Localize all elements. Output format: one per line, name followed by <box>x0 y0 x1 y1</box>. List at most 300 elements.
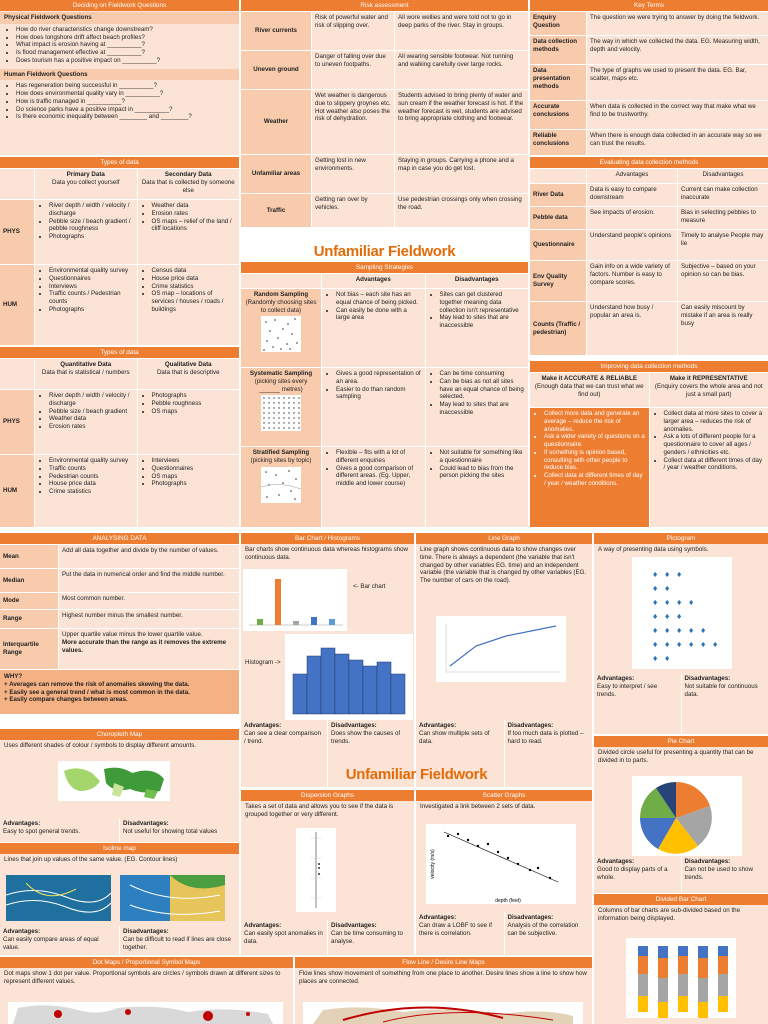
sample-point <box>283 408 284 409</box>
risk-desc: Getting lost in new environments. <box>312 155 394 193</box>
pictogram-image <box>632 557 732 669</box>
scatter-point <box>507 857 509 859</box>
list-item: • How does environmental quality vary in __________? <box>16 90 235 98</box>
eval-name: Questionnaire <box>530 230 586 260</box>
sample-point <box>288 398 289 399</box>
sample-point <box>273 403 274 404</box>
risk-name: River currents <box>241 12 311 50</box>
page-title: Unfamiliar Fieldwork <box>313 243 456 260</box>
pictogram-symbol: ♦ <box>688 641 695 649</box>
phys-label: PHYS <box>0 390 34 454</box>
sample-point <box>263 398 264 399</box>
choropleth-header: Choropleth Map <box>0 729 239 740</box>
list-item: • Interviews <box>49 283 134 291</box>
physical-questions-title: Physical Fieldwork Questions <box>0 12 239 24</box>
sampling-name: Random Sampling <box>253 291 309 298</box>
adv-label: Advantages: <box>419 914 457 921</box>
pictogram-desc: A way of presenting data using symbols. <box>598 546 709 553</box>
eval-adv: Understand people's opinions <box>587 230 677 260</box>
qualitative-title: Qualitative Data <box>164 361 212 368</box>
bar-chart-image <box>243 569 347 631</box>
sample-point <box>269 330 271 332</box>
divided-bar-segment <box>678 946 688 956</box>
sample-point <box>298 423 299 424</box>
hum-label: HUM <box>0 265 34 345</box>
definition: When there is enough data collected in an accurate way so we can trust the results. <box>587 130 768 155</box>
sample-point <box>268 428 269 429</box>
quantitative-title: Quantitative Data <box>60 361 112 368</box>
why-line: WHY? <box>4 673 23 680</box>
definition: The way in which we collected the data. EG. Measuring width, depth and velocity. <box>587 36 768 64</box>
list-item: • Photographs <box>152 392 237 400</box>
dispersion-graph-image <box>296 828 336 912</box>
list-item: • Easier to do than random sampling <box>336 386 422 402</box>
divided-bar-segment <box>638 996 648 1012</box>
scatter-panel <box>416 790 592 955</box>
list-item: • Census data <box>152 267 237 275</box>
accurate-desc: (Enough data that we can trust what we find out) <box>534 382 644 398</box>
divided-bar-segment <box>698 1002 708 1018</box>
adv-text: Easy to spot general trends. <box>3 827 81 835</box>
list-item: • Weather data <box>152 202 237 210</box>
risk-name: Uneven ground <box>241 51 311 89</box>
sample-point <box>298 428 299 429</box>
list-item: • If something is opinion based, consulting with other people to reduce bias. <box>544 449 646 472</box>
scatter-header: Scatter Graphs <box>416 790 592 801</box>
secondary-data-desc: Data that is collected by someone else <box>141 178 235 194</box>
definition: The type of graphs we used to present the data. EG. Bar, scatter, maps etc. <box>587 65 768 100</box>
choropleth-panel <box>0 729 239 842</box>
divided-bar-segment <box>678 956 688 974</box>
sample-point <box>263 408 264 409</box>
sample-point <box>273 408 274 409</box>
list-item: • Environmental quality survey <box>49 267 134 275</box>
list-item: • Pedestrian counts <box>49 473 134 481</box>
pictogram-symbol: ♦ <box>712 641 719 649</box>
eval-dis: Timely to analyse People may lie <box>678 230 768 260</box>
scatter-ylabel: velocity (m/s) <box>430 849 436 879</box>
flowline-header: Flow Line / Desire Line Maps <box>295 957 592 968</box>
list-item: • Photographs <box>152 480 237 488</box>
pictogram-symbol: ♦ <box>688 599 695 607</box>
stat-term: Range <box>0 610 58 628</box>
dis-text: Can be difficult to read if lines are close together. <box>123 935 231 951</box>
dis-label: Disadvantages: <box>684 675 731 682</box>
scatter-desc: Investigated a link between 2 sets of data. <box>420 803 536 810</box>
risk-control: All wore wellies and were told not to go in deep parks of the river. Stay in groups. <box>395 12 528 50</box>
dividedbar-header: Divided Bar Chart <box>594 894 768 905</box>
list-item: • Not suitable for something like a questionnaire <box>440 449 526 465</box>
flow-line-map-image <box>303 1002 583 1024</box>
list-item: • Not bias – each site has an equal chance of being picked. <box>336 291 422 307</box>
divided-bar-segment <box>718 956 728 974</box>
sample-point <box>278 408 279 409</box>
eval-dis: Bias in selecting pebbles to measure <box>678 207 768 229</box>
dispersion-header: Dispersion Graphs <box>241 790 414 801</box>
pictogram-symbol: ♦ <box>700 641 707 649</box>
sample-point <box>272 346 274 348</box>
barchart-header: Bar Chart / Histograms <box>241 533 414 544</box>
list-item: • Weather data <box>49 415 134 423</box>
sample-point <box>273 418 274 419</box>
eval-dis: Current can make collection inaccurate <box>678 184 768 206</box>
divided-bar-segment <box>698 978 708 1002</box>
list-item: • OS maps <box>152 473 237 481</box>
adv-label: Advantages: <box>419 722 457 729</box>
sample-point <box>298 403 299 404</box>
dispersion-desc: Takes a set of data and allows you to see if the data is grouped together or very different. <box>245 803 394 818</box>
dis-label: Disadvantages: <box>507 914 554 921</box>
term: Enquiry Question <box>530 12 586 35</box>
page-title-2: Unfamiliar Fieldwork <box>345 766 488 783</box>
pictogram-symbol: ♦ <box>652 655 659 663</box>
sample-point <box>293 428 294 429</box>
sample-point <box>263 413 264 414</box>
dis-label: Disadvantages: <box>684 858 731 865</box>
pictogram-symbol: ♦ <box>652 585 659 593</box>
sample-point <box>265 321 267 323</box>
improving-header: Improving data collection methods <box>530 361 768 372</box>
sample-point <box>288 470 290 472</box>
risk-header: Risk assessment <box>241 0 528 11</box>
sample-point <box>263 428 264 429</box>
dis-text: Not useful for showing total values <box>123 827 218 835</box>
sample-point <box>283 423 284 424</box>
scatter-graph-image <box>426 824 576 904</box>
list-item: • Crime statistics <box>152 283 237 291</box>
sample-point <box>282 328 284 330</box>
dis-label: Disadvantages: <box>507 722 554 729</box>
divided-bar-segment <box>698 958 708 978</box>
eval-name: Counts (Traffic / pedestrian) <box>530 302 586 355</box>
risk-desc: Danger of falling over due to uneven footpaths. <box>312 51 394 89</box>
dis-label: Disadvantages: <box>331 722 377 729</box>
pictogram-symbol: ♦ <box>652 641 659 649</box>
definition: When data is collected in the correct way that make what we find to be trustworthy. <box>587 101 768 129</box>
adv-label: Advantages: <box>597 675 635 682</box>
adv-text: Can draw a LOBF to see if there is correlation. <box>419 921 492 937</box>
definition: The question we were trying to answer by doing the fieldwork. <box>587 12 768 35</box>
sample-point <box>293 408 294 409</box>
sample-point <box>268 413 269 414</box>
pictogram-header: Pictogram <box>594 533 768 544</box>
evaluating-header: Evaluating data collection methods <box>530 157 768 168</box>
sample-point <box>277 337 279 339</box>
divided-bar-segment <box>658 946 668 958</box>
list-item: • Is flood management effective at __________? <box>16 49 235 57</box>
sample-point <box>268 418 269 419</box>
risk-desc: Getting ran over by vehicles. <box>312 194 394 227</box>
sample-point <box>288 428 289 429</box>
sample-point <box>273 413 274 414</box>
divided-bar-segment <box>658 958 668 978</box>
divided-bar-image <box>626 938 736 1018</box>
sample-point <box>266 496 268 498</box>
list-item: • Pebble roughness <box>152 400 237 408</box>
isoline-map-image <box>6 875 111 921</box>
adv-label: Advantages: <box>244 722 282 729</box>
isoline-header: Isoline map <box>0 843 239 854</box>
list-item: • Has regeneration being successful in __________? <box>16 82 235 90</box>
sample-point <box>278 428 279 429</box>
divided-bar-segment <box>718 974 728 996</box>
list-item: • Collect data at different times of day / year / weather conditions. <box>664 457 766 473</box>
deciding-panel <box>0 0 239 155</box>
types-of-data-primary-panel <box>0 157 239 345</box>
eval-name: Pebble data <box>530 207 586 229</box>
barchart-desc: Bar charts show continuous data whereas histograms show continuous data. <box>245 546 409 561</box>
sample-point <box>283 418 284 419</box>
sample-point <box>288 423 289 424</box>
sample-point <box>294 318 296 320</box>
sampling-adv-header: Advantages <box>322 274 425 288</box>
list-item: • Erosion rates <box>49 423 134 431</box>
stratum-boundary <box>261 484 301 489</box>
list-item: • Erosion rates <box>152 210 237 218</box>
sample-point <box>298 398 299 399</box>
list-item: • May lead to sites that are inaccessible <box>440 314 526 330</box>
dis-label: Disadvantages: <box>123 928 169 935</box>
stat-def: Most common number. <box>59 593 239 609</box>
sampling-name: Systematic Sampling <box>249 370 313 377</box>
dis-text: Does show the causes of trends. <box>331 729 401 745</box>
list-item: • How is traffic managed in __________? <box>16 98 235 106</box>
sample-point <box>283 398 284 399</box>
sample-point <box>268 408 269 409</box>
types-of-data-quant-panel <box>0 347 239 527</box>
sample-point <box>298 408 299 409</box>
adv-label: Advantages: <box>3 820 41 827</box>
barchart-panel <box>241 533 414 787</box>
sample-point <box>294 498 296 500</box>
list-item: • Do science parks have a positive impact in __________? <box>16 106 235 114</box>
list-item: • Flexible – fits with a lot of different enquiries <box>336 449 422 465</box>
histogram-image <box>285 634 413 720</box>
list-item: • Does tourism has a positive impact on __________? <box>16 57 235 65</box>
sample-point <box>266 340 268 342</box>
term: Reliable conclusions <box>530 130 586 155</box>
risk-control: Staying in groups. Carrying a phone and a map in case you do get lost. <box>395 155 528 193</box>
pictogram-symbol: ♦ <box>676 599 683 607</box>
types-quant-header: Types of data <box>0 347 239 358</box>
pictogram-symbol: ♦ <box>664 585 671 593</box>
isoline-desc: Lines that join up values of the same value. (EG. Contour lines) <box>4 856 178 863</box>
dis-text: Can be time consuming to analyse. <box>331 929 403 945</box>
piechart-desc: Divided circle useful for presenting a quantity that can be divided in to parts. <box>598 749 754 764</box>
types-primary-header: Types of data <box>0 157 239 168</box>
sample-point <box>298 418 299 419</box>
list-item: • OS maps <box>152 408 237 416</box>
pictogram-symbol: ♦ <box>664 613 671 621</box>
stat-def: Upper quartile value minus the lower quartile value. <box>62 631 203 638</box>
risk-name: Unfamiliar areas <box>241 155 311 193</box>
sample-point <box>263 403 264 404</box>
list-item: • OS maps – relief of the land / cliff locations <box>152 218 237 234</box>
sampling-header: Sampling Strategies <box>241 262 528 273</box>
improving-panel <box>530 361 768 527</box>
dis-text: Analysis of the correlation can be subjective. <box>507 921 579 937</box>
linegraph-desc: Line graph shows continuous data to show changes over time. There is always a dependent (the variable that isn't changed by other variables EG. time) and an independent variable (the variable that is changed by other variables (EG. The number of cars on the road). <box>420 546 587 584</box>
key-terms-panel <box>530 0 768 155</box>
list-item: • How do river characteristics change downstream? <box>16 26 235 34</box>
eval-dis: Can easily miscount by mistake if an area is really busy <box>678 302 768 355</box>
dot-map-image <box>8 1002 283 1024</box>
pictogram-symbol: ♦ <box>664 655 671 663</box>
stat-def: Add all data together and divide by the number of values. <box>59 545 239 568</box>
quantitative-desc: Data that is statistical / numbers <box>41 368 130 376</box>
pictogram-symbol: ♦ <box>676 613 683 621</box>
analysing-panel <box>0 533 239 728</box>
sample-point <box>293 423 294 424</box>
sample-point <box>278 403 279 404</box>
adv-text: Can show multiple sets of data. <box>419 729 490 745</box>
analysing-header: ANALYSING DATA <box>0 533 239 544</box>
sampling-name: Stratified Sampling <box>252 449 310 456</box>
sampling-panel <box>241 262 528 527</box>
sample-point <box>288 418 289 419</box>
dotmaps-header: Dot Maps / Proportional Symbol Maps <box>0 957 293 968</box>
stat-def-note: More accurate than the range as it removes the extreme values. <box>62 638 227 654</box>
divided-bar-segment <box>678 974 688 996</box>
list-item: • How does longshore drift affect beach profiles? <box>16 34 235 42</box>
evaluating-panel <box>530 157 768 355</box>
pictogram-symbol: ♦ <box>664 599 671 607</box>
list-item: • Collect data at different times of day / year / weather conditions. <box>544 472 646 488</box>
list-item: • Can be bias as not all sites have an equal chance of being selected. <box>440 378 526 401</box>
sample-point <box>273 428 274 429</box>
list-item: • Traffic counts / Pedestrian counts <box>49 290 134 306</box>
list-item: • River depth / width / velocity / discharge <box>49 392 134 408</box>
dis-text: Can not be used to show trends. <box>684 865 753 881</box>
phys-label: PHYS <box>0 200 34 264</box>
list-item: • Interviews <box>152 457 237 465</box>
list-item: • Environmental quality survey <box>49 457 134 465</box>
sample-point <box>288 408 289 409</box>
adv-text: Can easily spot anomalies in data. <box>244 929 323 945</box>
divided-bar-segment <box>718 946 728 956</box>
eval-dis-header: Disadvantages <box>678 169 768 183</box>
piechart-panel <box>594 736 768 893</box>
list-item: • Ask a wider variety of questions on a questionnaire. <box>544 433 646 449</box>
dotmaps-desc: Dot maps show 1 dot per value. Proportional symbols are circles / symbols drawn at different sizes to represent different values. <box>4 970 281 985</box>
why-line: + Easily compare changes between areas. <box>4 696 128 704</box>
eval-dis: Subjective – based on your opinion so can be bias. <box>678 261 768 301</box>
pictogram-symbol: ♦ <box>652 599 659 607</box>
sample-point <box>293 413 294 414</box>
sample-point <box>286 343 288 345</box>
why-box <box>0 670 239 714</box>
flowline-desc: Flow lines show movement of something from one place to another. Desire lines show a line to show how places are connected. <box>299 970 587 985</box>
adv-text: Easy to interpret / see trends. <box>597 682 658 698</box>
divided-bar-segment <box>698 946 708 958</box>
sample-point <box>278 494 280 496</box>
list-item: • Photographs <box>49 306 134 314</box>
sample-point <box>278 398 279 399</box>
dis-label: Disadvantages: <box>331 922 377 929</box>
sample-point <box>291 333 293 335</box>
scatter-point <box>467 839 469 841</box>
eval-adv: Data is easy to compare downstream <box>587 184 677 206</box>
pictogram-panel <box>594 533 768 734</box>
key-terms-header: Key Terms <box>530 0 768 11</box>
stat-def: Put the data in numerical order and find the middle number. <box>59 569 239 592</box>
pictogram-symbol: ♦ <box>652 627 659 635</box>
hum-label: HUM <box>0 455 34 527</box>
risk-control: Use pedestrian crossings only when crossing the road. <box>395 194 528 227</box>
pictogram-symbol: ♦ <box>676 641 683 649</box>
sample-point <box>288 413 289 414</box>
dispersion-panel <box>241 790 414 955</box>
term: Data collection methods <box>530 36 586 64</box>
divided-bar-segment <box>718 996 728 1012</box>
scatter-point <box>457 833 459 835</box>
sample-point <box>289 348 291 350</box>
list-item: • Pebble size / beach gradient <box>49 408 134 416</box>
physical-questions-list <box>0 24 239 67</box>
sampling-dis-header: Disadvantages <box>426 274 529 288</box>
list-item: • Is there economic inequality between ________ and ________? <box>16 113 235 121</box>
sample-point <box>278 423 279 424</box>
pictogram-symbol: ♦ <box>652 571 659 579</box>
choropleth-desc: Uses different shades of colour / symbols to display different amounts. <box>4 742 197 749</box>
sample-point <box>293 418 294 419</box>
divided-bar-segment <box>638 946 648 956</box>
linegraph-panel <box>416 533 592 787</box>
sample-point <box>296 342 298 344</box>
primary-data-desc: Data you collect yourself <box>52 178 120 186</box>
human-questions-title: Human Fieldwork Questions <box>0 69 239 81</box>
term: Data presentation methods <box>530 65 586 100</box>
stat-term: Interquartile Range <box>0 629 58 669</box>
deciding-header: Deciding on Fieldwork Questions <box>0 0 239 11</box>
pictogram-symbol: ♦ <box>676 627 683 635</box>
sample-point <box>282 482 284 484</box>
scatter-point <box>537 867 539 869</box>
sample-point <box>263 349 265 351</box>
eval-adv: Gain info on a wide variety of factors. Number is easy to compare scores. <box>587 261 677 301</box>
sample-point <box>278 418 279 419</box>
sample-point <box>278 413 279 414</box>
adv-text: Can see a clear comparison / trend. <box>244 729 322 745</box>
list-item: • Gives a good representation of an area. <box>336 370 422 386</box>
sample-point <box>293 403 294 404</box>
scatter-xlabel: depth (feet) <box>495 898 521 904</box>
sample-point <box>295 478 297 480</box>
dividedbar-panel <box>594 894 768 1024</box>
risk-name: Weather <box>241 90 311 154</box>
sample-point <box>283 413 284 414</box>
isoline-panel <box>0 843 239 955</box>
adv-label: Advantages: <box>244 922 282 929</box>
representative-desc: (Enquiry covers the whole area and not just a small part) <box>654 382 763 398</box>
flowline-panel <box>295 957 592 1024</box>
linegraph-header: Line Graph <box>416 533 592 544</box>
list-item: • Collect more data and generate an average – reduce the risk of anomalies. <box>544 410 646 433</box>
stat-def: Highest number minus the smallest number. <box>59 610 239 628</box>
pictogram-symbol: ♦ <box>676 571 683 579</box>
list-item: • Gives a good comparison of different areas. (Eg. Upper, middle and lower course) <box>336 465 422 488</box>
eval-adv: Understand how busy / popular an area is. <box>587 302 677 355</box>
pictogram-symbol: ♦ <box>688 627 695 635</box>
representative-title: Make it REPRESENTATIVE <box>669 375 748 382</box>
sample-point <box>263 423 264 424</box>
list-item: • OS map – locations of services / houses / roads / buildings <box>152 290 237 313</box>
sample-point <box>275 474 277 476</box>
list-item: • River depth / width / velocity / discharge <box>49 202 134 218</box>
why-line: + Easily see a general trend / what is most common in the data. <box>4 688 190 696</box>
sample-point <box>290 490 292 492</box>
sample-point <box>273 423 274 424</box>
